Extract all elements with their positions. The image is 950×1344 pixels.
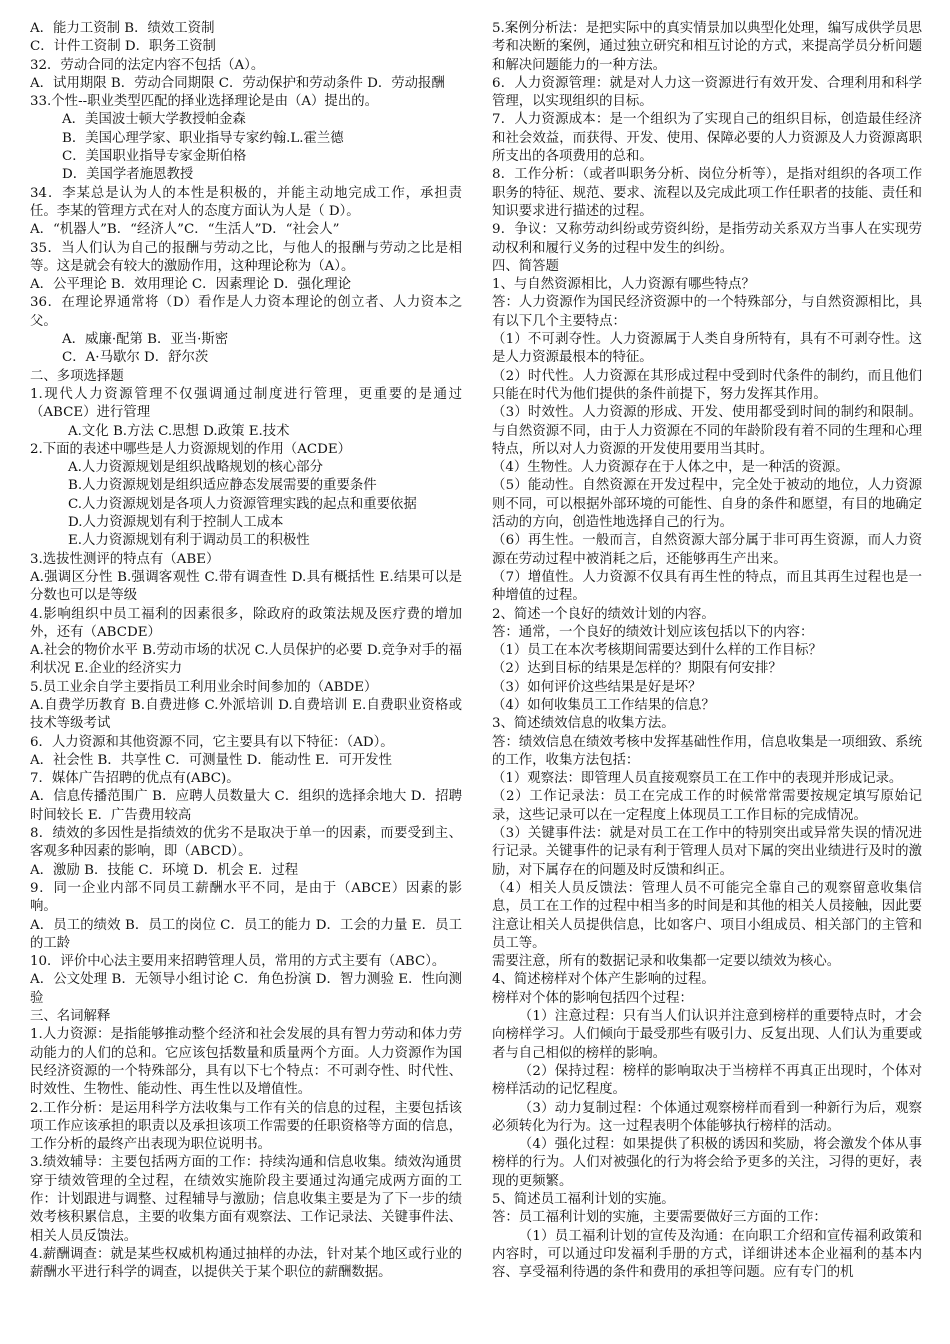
paragraph: 2、简述一个良好的绩效计划的内容。	[492, 606, 715, 622]
paragraph: 1.现代人力资源管理不仅强调通过制度进行管理，更重要的是通过（ABCE）进行管理	[30, 386, 462, 421]
paragraph: （3）如何评价这些结果是好是坏？	[492, 679, 702, 695]
paragraph: 33.个性--职业类型匹配的择业选择理论是由（A）提出的。	[30, 94, 378, 110]
paragraph: 3、简述绩效信息的收集方法。	[492, 716, 675, 732]
paragraph: 4、简述榜样对个体产生影响的过程。	[492, 972, 715, 988]
paragraph: A.自费学历教育 B.自费进修 C.外派培训 D.自费培训 E.自费职业资格或技术等级考试	[30, 697, 462, 732]
paragraph: 答：员工福利计划的实施，主要需要做好三方面的工作：	[492, 1210, 827, 1226]
paragraph: （4）强化过程：如果提供了积极的诱因和奖励，将会激发个体从事榜样的行为。人们对被强化的行为将会给予更多的关注，习得的更好，表现的更频繁。	[492, 1137, 922, 1189]
paragraph: 答：通常，一个良好的绩效计划应该包括以下的内容：	[492, 624, 814, 640]
right-text-column	[492, 20, 922, 1338]
paragraph: （3）动力复制过程：个体通过观察榜样而看到一种新行为后，观察必须转化为行为。这一过程表明个体能够执行榜样的活动。	[492, 1100, 922, 1134]
paragraph: 答：人力资源作为国民经济资源中的一个特殊部分，与自然资源相比，具有以下几个主要特点：	[492, 295, 922, 329]
paragraph: 2.下面的表述中哪些是人力资源规划的作用（ACDE）	[30, 441, 352, 457]
paragraph: 8．绩效的多因性是指绩效的优劣不是取决于单一的因素，而要受到主、客观多种因素的影响，即（ABCD）。	[30, 826, 462, 860]
paragraph: A．社会性 B．共享性 C．可测量性 D．能动性 E．可开发性	[30, 752, 392, 768]
paragraph: 2.工作分析：是运用科学方法收集与工作有关的信息的过程，主要包括该项工作应该承担的职责以及承担该项工作需要的任职资格等方面的信息，工作分析的最终产出表现为职位说明书。	[30, 1100, 462, 1153]
paragraph: 1.人力资源：是指能够推动整个经济和社会发展的具有智力劳动和体力劳动能力的人们的总和。它应该包括数量和质量两个方面。人力资源作为国民经济资源的一个特殊部分，具有以下七个特点：不可剥夺性、时代性、时效性、生物性、能动性、再生性以及增值性。	[30, 1027, 462, 1098]
paragraph: （1）员工在本次考核期间需要达到什么样的工作目标？	[492, 643, 822, 659]
paragraph: 需要注意，所有的数据记录和收集都一定要以绩效为核心。	[492, 954, 841, 970]
paragraph: 4.影响组织中员工福利的因素很多，除政府的政策法规及医疗费的增加外，还有（ABCDE）	[30, 606, 462, 640]
paragraph: A.文化 B.方法 C.思想 D.政策 E.技术	[68, 423, 290, 439]
paragraph: C．A·马歇尔 D．舒尔茨	[62, 350, 209, 366]
paragraph: （7）增值性。人力资源不仅具有再生性的特点，而且其再生过程也是一种增值的过程。	[492, 569, 922, 604]
paragraph: 5.员工业余自学主要指员工利用业余时间参加的（ABDE）	[30, 679, 378, 695]
paragraph: 6．人力资源管理：就是对人力这一资源进行有效开发、合理利用和科学管理，以实现组织的目标。	[492, 75, 922, 110]
paragraph: 7．媒体广告招聘的优点有(ABC)。	[30, 771, 240, 787]
paragraph: 10．评价中心法主要用来招聘管理人员，常用的方式主要有（ABC）。	[30, 954, 446, 970]
paragraph: A．能力工资制 B．绩效工资制	[30, 21, 215, 36]
paragraph: （3）关键事件法：就是对员工在工作中的特别突出或异常失误的情况进行记录。关键事件的记录有利于管理人员对下属的突出业绩进行及时的激励，对下属存在的问题及时反馈和纠正。	[492, 826, 922, 878]
paragraph: A．信息传播范围广 B．应聘人员数量大 C．组织的选择余地大 D．招聘时间较长 E．广告费用较高	[30, 789, 462, 823]
paragraph: （2）保持过程：榜样的影响取决于当榜样不再真正出现时，个体对榜样活动的记忆程度。	[492, 1063, 922, 1098]
paragraph: （1）员工福利计划的宣传及沟通：在向职工介绍和宣传福利政策和内容时，可以通过印发福利手册的方式，详细讲述本企业福利的基本内容、享受福利待遇的条件和费用的承担等问题。应有专门的机	[492, 1228, 922, 1281]
left-text-column	[30, 20, 462, 1338]
paragraph: A．公文处理 B．无领导小组讨论 C．角色扮演 D．智力测验 E．性向测验	[30, 972, 462, 1006]
paragraph: （4）相关人员反馈法：管理人员不可能完全靠自己的观察留意收集信息，员工在工作的过程中相当多的时间是和其他的相关人员接触，因此要注意让相关人员提供信息，比如客户、项目小组成员、相关部门的主管和员工等。	[492, 880, 922, 951]
paragraph: 9．同一企业内部不同员工薪酬水平不同，是由于（ABCE）因素的影响。	[30, 880, 462, 915]
paragraph: 35．当人们认为自己的报酬与劳动之比，与他人的报酬与劳动之比是相等。这是就会有较大的激励作用，这种理论称为（A）。	[30, 240, 462, 274]
paragraph: C.人力资源规划是各项人力资源管理实践的起点和重要依据	[68, 496, 417, 512]
paragraph: 34．李某总是认为人的本性是积极的，并能主动地完成工作，承担责任。李某的管理方式在对人的态度方面认为人是（ D）。	[30, 185, 462, 219]
paragraph: （2）工作记录法：员工在完成工作的时候常常需要按规定填写原始记录，这些记录可以在一定程度上体现员工工作目标的完成情况。	[492, 789, 922, 823]
paragraph: （4）生物性。人力资源存在于人体之中，是一种活的资源。	[492, 460, 849, 476]
paragraph: A.强调区分性 B.强调客观性 C.带有调查性 D.具有概括性 E.结果可以是分数也可以是等级	[30, 569, 462, 604]
paragraph: 四、简答题	[492, 258, 559, 274]
paragraph: 6．人力资源和其他资源不同，它主要具有以下特征：（AD）。	[30, 734, 394, 750]
paragraph: （2）达到目标的结果是怎样的？期限有何安排？	[492, 661, 782, 677]
paragraph: C．计件工资制 D．职务工资制	[30, 39, 216, 55]
paragraph: B.人力资源规划是组织适应静态发展需要的重要条件	[68, 478, 377, 494]
paragraph: 9．争议：又称劳动纠纷或劳资纠纷，是指劳动关系双方当事人在实现劳动权利和履行义务的过程中发生的纠纷。	[492, 222, 922, 256]
paragraph: 8．工作分析：（或者叫职务分析、岗位分析等），是指对组织的各项工作职务的特征、规范、要求、流程以及完成此项工作任职者的技能、责任和知识要求进行描述的过程。	[492, 167, 922, 219]
paragraph: （1）注意过程：只有当人们认识并注意到榜样的重要特点时，才会向榜样学习。人们倾向于最受那些有吸引力、反复出现、人们认为重要或者与自己相似的榜样的影响。	[492, 1009, 922, 1061]
paragraph: 5.案例分析法：是把实际中的真实情景加以典型化处理，编写成供学员思考和决断的案例，通过独立研究和相互讨论的方式，来提高学员分析问题和解决问题能力的一种方法。	[492, 21, 922, 73]
paragraph: 答：绩效信息在绩效考核中发挥基础性作用，信息收集是一项细致、系统的工作，收集方法包括：	[492, 734, 922, 768]
paragraph: （5）能动性。自然资源在开发过程中，完全处于被动的地位，人力资源则不同，可以根据外部环境的可能性、自身的条件和愿望，有目的地确定活动的方向，创造性地选择自己的行为。	[492, 478, 922, 531]
paragraph: （3）时效性。人力资源的形成、开发、使用都受到时间的制约和限制。与自然资源不同，由于人力资源在不同的年龄阶段有着不同的生理和心理特点，所以对人力资源的开发使用要用当其时。	[492, 405, 922, 457]
paragraph: 7．人力资源成本：是一个组织为了实现自己的组织目标，创造最佳经济和社会效益，而获得、开发、使用、保障必要的人力资源及人力资源离职所支出的各项费用的总和。	[492, 112, 922, 165]
paragraph: E.人力资源规划有利于调动员工的积极性	[68, 533, 310, 549]
paragraph: 36．在理论界通常将（D）看作是人力资本理论的创立者、人力资本之父。	[30, 295, 462, 329]
paragraph: B．美国心理学家、职业指导专家约翰.L.霍兰德	[62, 130, 344, 146]
paragraph: （2）时代性。人力资源在其形成过程中受到时代条件的制约，而且他们只能在时代为他们提供的条件前提下，努力发挥其作用。	[492, 368, 922, 402]
paragraph: （6）再生性。一般而言，自然资源大部分属于非可再生资源，而人力资源在劳动过程中被消耗之后，还能够再生产出来。	[492, 533, 922, 567]
paragraph: 1、与自然资源相比，人力资源有哪些特点？	[492, 277, 755, 293]
paragraph: 3.选拔性测评的特点有（ABE）	[30, 551, 220, 567]
paragraph: 5、简述员工福利计划的实施。	[492, 1192, 675, 1207]
paragraph: D.人力资源规划有利于控制人工成本	[68, 515, 284, 531]
paragraph: A.社会的物价水平 B.劳动市场的状况 C.人员保护的必要 D.竞争对手的福利状况 E.企业的经济实力	[30, 643, 462, 677]
paragraph: A．威廉·配第 B．亚当·斯密	[62, 332, 229, 348]
paragraph: （1）不可剥夺性。人力资源属于人类自身所特有，具有不可剥夺性。这是人力资源最根本的特征。	[492, 332, 922, 366]
paragraph: 榜样对个体的影响包括四个过程：	[492, 990, 693, 1006]
paragraph: A．公平理论 B．效用理论 C．因素理论 D．强化理论	[30, 277, 352, 293]
paragraph: A.人力资源规划是组织战略规划的核心部分	[68, 460, 323, 476]
paragraph: 三、名词解释	[30, 1009, 111, 1025]
paragraph: 4.薪酬调查：就是某些权威机构通过抽样的办法，针对某个地区或行业的薪酬水平进行科学的调查，以提供关于某个职位的薪酬数据。	[30, 1246, 462, 1281]
paragraph: A．美国波士顿大学教授帕金森	[62, 112, 246, 128]
paragraph: A．“机器人”B．“经济人”C．“生活人”D．“社会人”	[30, 222, 340, 238]
paragraph: （1）观察法：即管理人员直接观察员工在工作中的表现并形成记录。	[492, 771, 903, 787]
paragraph: C．美国职业指导专家金斯伯格	[62, 149, 247, 165]
paragraph: D．美国学者施恩教授	[62, 167, 194, 183]
paragraph: A．激励 B．技能 C．环境 D．机会 E．过程	[30, 862, 299, 878]
paragraph: A．员工的绩效 B．员工的岗位 C．员工的能力 D．工会的力量 E．员工的工龄	[30, 917, 462, 951]
paragraph: 二、多项选择题	[30, 368, 124, 384]
paragraph: A．试用期限 B．劳动合同期限 C．劳动保护和劳动条件 D．劳动报酬	[30, 75, 445, 91]
paragraph: （4）如何收集员工工作结果的信息？	[492, 697, 715, 713]
paragraph: 32．劳动合同的法定内容不包括（A）。	[30, 57, 265, 73]
paragraph: 3.绩效辅导：主要包括两方面的工作：持续沟通和信息收集。绩效沟通贯穿于绩效管理的全过程，在绩效实施阶段主要通过沟通完成两方面的工作：计划跟进与调整、过程辅导与激励；信息收集主要是为了下一步的绩效考核积累信息，主要的收集方面有观察法、工作记录法、关键事件法、相关人员反馈法。	[30, 1155, 462, 1244]
